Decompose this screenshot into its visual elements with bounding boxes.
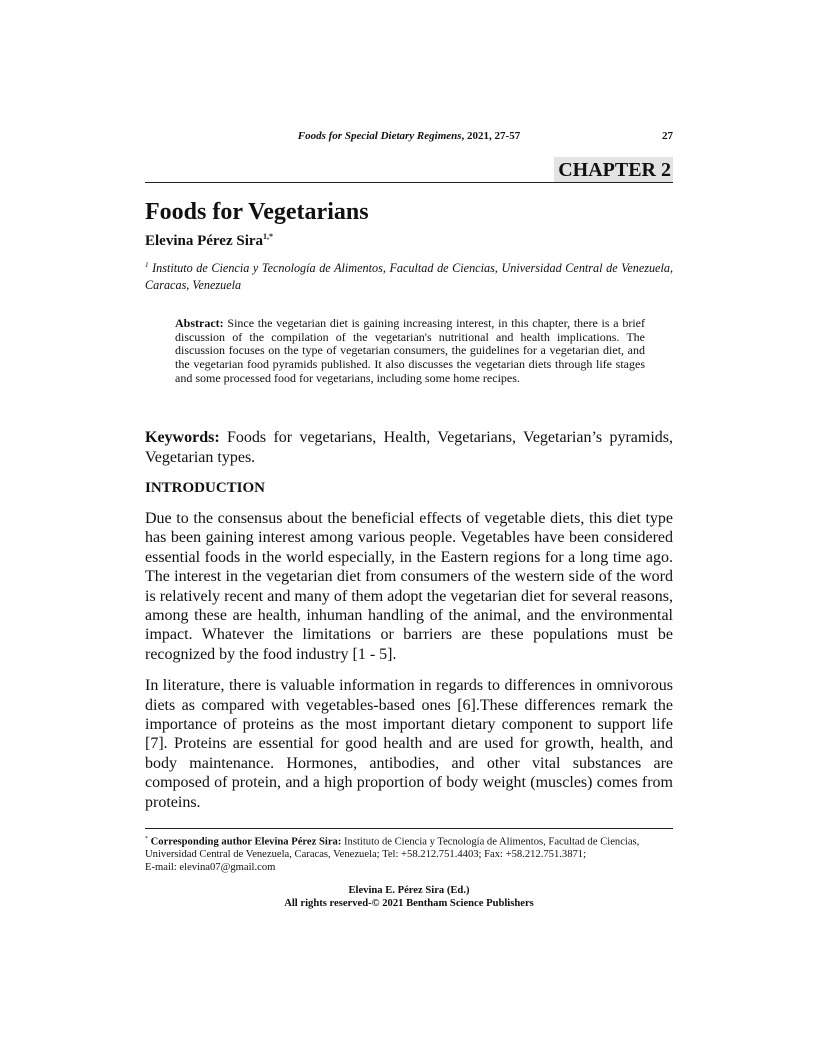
paragraph: Due to the consensus about the beneficial effects of vegetable diets, this diet type has been gaining interest among various people. Vegetables have been considered essential foods in the world especially, in the Eastern regions for a long time ago. The interest in the vegetarian diet from consumers of the western side of the word is relatively recent and many of them adopt the vegetarian diet for several reasons, among these are health, inhuman handling of the animal, and the environmental impact. Whatever the limitations or barriers are these populations must be recognized by the food industry [1 - 5]. <box>145 510 673 663</box>
keywords <box>145 428 673 468</box>
body-flow <box>145 428 673 910</box>
abstract-label: Abstract: <box>175 316 224 330</box>
abstract <box>175 317 645 386</box>
journal-citation <box>185 130 633 142</box>
keywords-label: Keywords: <box>145 429 220 446</box>
footnote-text: Instituto de Ciencia y Tecnología de Alimentos, Facultad de Ciencias, Universidad Central de Venezuela, Caracas, Venezuela; Tel: +58.212.751.4403; Fax: +58.212.751.3871; <box>145 836 640 861</box>
journal-title: Foods for Special Dietary Regimens <box>297 130 462 142</box>
journal-details: , 2021, 27-57 <box>461 130 521 142</box>
rights-line: All rights reserved-© 2021 Bentham Science Publishers <box>284 898 534 910</box>
author-name: Elevina Pérez Sira <box>145 233 264 249</box>
publisher-info <box>145 884 673 910</box>
footnote-sup: * <box>145 836 148 843</box>
author <box>145 232 273 250</box>
footnote-email: E-mail: elevina07@gmail.com <box>145 861 276 873</box>
running-head <box>145 130 673 144</box>
keywords-text: Foods for vegetarians, Health, Vegetarians, Vegetarian’s pyramids, Vegetarian types. <box>145 429 673 466</box>
affiliation <box>145 257 673 294</box>
affiliation-text: Instituto de Ciencia y Tecnología de Alimentos, Facultad de Ciencias, Universidad Central de Venezuela, Caracas, Venezuela <box>145 261 673 293</box>
section-heading: INTRODUCTION <box>145 480 266 496</box>
author-sup: 1,* <box>263 232 274 241</box>
abstract-text: Since the vegetarian diet is gaining increasing interest, in this chapter, there is a brief discussion of the compilation of the vegetarian's nutritional and health implications. The discussion focuses on the type of vegetarian consumers, the guidelines for a vegetarian diet, and the vegetarian food pyramids published. It also discusses the vegetarian diets through life stages and some processed food for vegetarians, including some home recipes. <box>175 316 645 385</box>
footnote-label: Corresponding author Elevina Pérez Sira: <box>150 836 342 848</box>
page-number: 27 <box>662 130 673 142</box>
footnote <box>145 833 673 874</box>
header-rule <box>145 182 673 183</box>
chapter-label: CHAPTER 2 <box>554 157 673 182</box>
chapter-title: Foods for Vegetarians <box>145 199 369 225</box>
editor-line: Elevina E. Pérez Sira (Ed.) <box>348 885 470 897</box>
paragraph: In literature, there is valuable information in regards to differences in omnivorous diets as compared with vegetables-based ones [6].These differences remark the importance of proteins as the most important dietary component to support life [7]. Proteins are essential for good health and are used for growth, health, and body maintenance. Hormones, antibodies, and other vital substances are composed of protein, and a high proportion of body weight (muscles) comes from proteins. <box>145 677 673 811</box>
affiliation-sup: 1 <box>145 261 149 269</box>
footnote-rule <box>145 828 673 829</box>
